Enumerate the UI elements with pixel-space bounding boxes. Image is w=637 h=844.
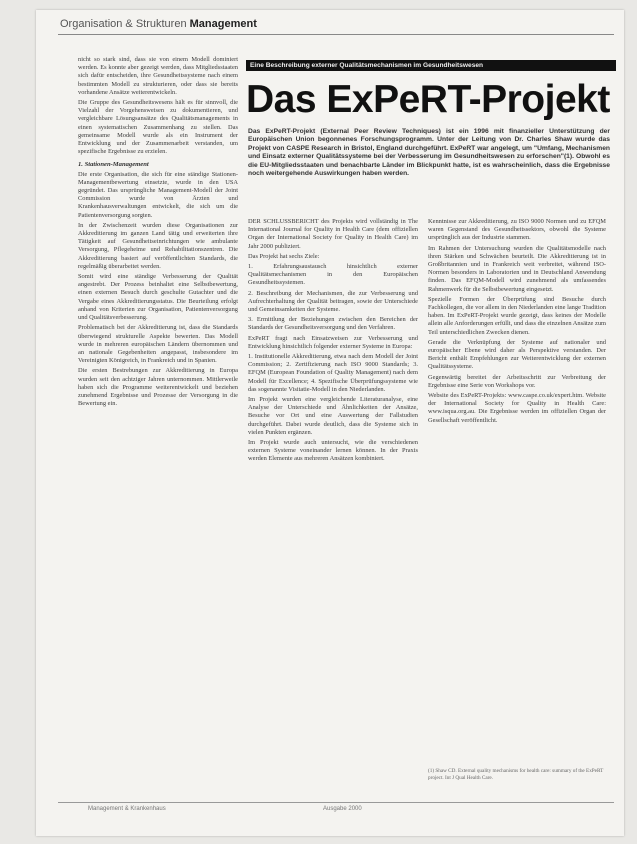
footer-publication: Management & Krankenhaus (88, 806, 166, 812)
header-section-bold: Management (189, 18, 257, 30)
text-column-right (428, 218, 606, 758)
footer-issue: Ausgabe 2000 (323, 806, 362, 812)
paragraph: Gegenwärtig bereitet der Arbeitsschritt zur Verbreitung der Ergebnisse eine Serie von Workshops vor. (428, 373, 606, 389)
paragraph: 1. Erfahrungsaustausch hinsichtlich externer Qualitätsmechanismen in den Europäischen Gesundheitssystemen. (248, 263, 418, 287)
paragraph: DER SCHLUSSBERICHT des Projekts wird vollständig in The International Journal for Quality in Health Care (dem offiziellen Organ der International Society for Quality in Health Care) im Jahr 2000 publiziert. (248, 218, 418, 250)
paragraph: Das Projekt hat sechs Ziele: (248, 252, 320, 260)
paragraph: Im Rahmen der Untersuchung wurden die Qualitätsmodelle nach ihren Stärken und Schwächen beurteilt. Die Akkreditierung ist in Großbritannien und in Frankreich weit verbreitet, während ISO-Normen besonders in Laboratorien und in Deutschland Anwendung finden. Das EFQM-Modell wird zunehmend als umfassendes Rahmenwerk für die Selbstbewertung eingesetzt. (428, 244, 606, 293)
paragraph: Die Gruppe des Gesundheitswesens hält es für sinnvoll, die Vielzahl der Vorgehensweisen zu dokumentieren, und vergleichbare Lösungsansätze des Qualitätsmanagements in einen systematischen Zusammenhang zu stellen. Das gemeinsame Modell wurde als ein Instrument der Entwicklung und der Zusammenarbeit verstanden, um spezifische Ergebnisse zu erzielen. (78, 99, 238, 156)
header-divider (58, 34, 614, 35)
paragraph: Die erste Organisation, die sich für eine ständige Stationen-Managementbewertung einsetzte, wurde in den USA gegründet. Das ursprüngliche Management-Modell der Joint Commission wurde von Ärzten und Krankenhausverwaltungen entwickelt, die sich um die Patientenversorgung sorgten. (78, 170, 238, 219)
paragraph: ExPeRT fragt nach Einsatzweisen zur Verbesserung und Entwicklung hinsichtlich folgender externer Systeme in Europa: (248, 334, 418, 350)
running-header (60, 18, 257, 30)
footnote: (1) Shaw CD. External quality mechanisms for health care: summary of the ExPeRT project. Int J Qual Health Care. (428, 768, 604, 781)
paragraph: Kenntnisse zur Akkreditierung, zu ISO 9000 Normen und zu EFQM waren Gegenstand des Gesundheitssektors, obwohl die Systeme ursprünglich aus der Industrie stammen. (428, 218, 606, 242)
paragraph: Gerade die Verknüpfung der Systeme auf nationaler und europäischer Ebene wird daher als Perspektive verstanden. Der Bericht enthält Empfehlungen zur Weiterentwicklung der externen Qualitätssysteme. (428, 338, 606, 371)
article-kicker: Eine Beschreibung externer Qualitätsmechanismen im Gesundheitswesen (246, 60, 616, 71)
paragraph: Im Projekt wurden eine vergleichende Literaturanalyse, eine Analyse der Unterschiede und Ähnlichkeiten der Ansätze, Besuche vor Ort und eine Auswertung der Fallstudien durchgeführt. Dabei wurde deutlich, dass die Systeme sich in vielen Punkten ergänzen. (248, 396, 418, 436)
paragraph: Spezielle Formen der Überprüfung sind Besuche durch Fachkollegen, die vor allem in den Niederlanden eine lange Tradition haben. Im ExPeRT-Projekt wurde gezeigt, dass keines der Modelle allein alle Anforderungen erfüllt, und dass die einzelnen Ansätze zum Teil unterschiedlichen Zwecken dienen. (428, 295, 606, 336)
subheading: 1. Stationen-Management (78, 161, 149, 169)
text-column-left (78, 56, 238, 786)
footer-divider (58, 802, 614, 803)
paragraph: Im Projekt wurde auch untersucht, wie die verschiedenen externen Systeme voneinander lernen können. In der Praxis werden Elemente aus mehreren Ansätzen kombiniert. (248, 439, 418, 463)
paragraph: Website des ExPeRT-Projekts: www.caspe.co.uk/expert.htm. Website der International Society for Quality in Health Care: www.isqua.org.au. Die Ergebnisse werden im offiziellen Organ der Gesellschaft veröffentlicht. (428, 392, 606, 424)
magazine-page (36, 10, 624, 836)
paragraph: Somit wird eine ständige Verbesserung der Qualität angestrebt. Der Prozess beinhaltet eine Selbstbewertung, einen externen Besuch durch geschulte Gutachter und die Vergabe eines Akkreditierungsstatus. Die Beurteilung erfolgt anhand von Kriterien zur Organisation, Patientenversorgung und Qualitätsverbesserung. (78, 273, 238, 322)
header-section: Organisation & Strukturen (60, 18, 187, 30)
paragraph: In der Zwischenzeit wurden diese Organisationen zur Akkreditierung im ganzen Land tätig und erweiterten ihre Tätigkeit auf Gesundheitseinrichtungen wie ambulante Versorgung, Pflegeheime und Rehabilitationszentren. Die Akkreditierung basiert auf veröffentlichten Standards, die regelmäßig überarbeitet werden. (78, 221, 238, 270)
paragraph: Problematisch bei der Akkreditierung ist, dass die Standards überwiegend strukturelle Aspekte bewerten. Das Modell wurde in mehreren europäischen Ländern übernommen und an nationale Gegebenheiten angepasst, insbesondere im Vereinigten Königreich, in Frankreich und in Spanien. (78, 324, 238, 365)
article-lead: Das ExPeRT-Projekt (External Peer Review Techniques) ist ein 1996 mit finanzieller Unterstützung der Europäischen Union begonnenes Forschungsprogramm. Unter der Leitung von Dr. Charles Shaw wurde das Projekt von CASPE Research in Bristol, England durchgeführt. ExPeRT war angelegt, um "Umfang, Mechanismen und Einsatz externer Qualitätssysteme bei der Verbesserung im Gesundheitswesen zu erforschen"(1). Obwohl es die EU-Mitgliedsstaaten und benachbarte Länder im Blickpunkt hatte, ist es wahrscheinlich, dass die Ergebnisse noch weitergehende Auswirkungen haben werden. (248, 128, 610, 178)
paragraph: 2. Beschreibung der Mechanismen, die zur Verbesserung und Aufrechterhaltung der Qualität beitragen, sowie der Unterschiede und Gemeinsamkeiten der Systeme. (248, 289, 418, 314)
article-title: Das ExPeRT-Projekt (246, 78, 610, 121)
paragraph: Die ersten Bestrebungen zur Akkreditierung in Europa wurden seit den achtziger Jahren unternommen. Mittlerweile haben sich die Programme weiterentwickelt und beziehen zunehmend Ergebnisse und Prozesse der Versorgung in die Bewertung ein. (78, 367, 238, 408)
paragraph: nicht so stark sind, dass sie von einem Modell dominiert werden. Es konnte aber gezeigt werden, dass Mitgliedsstaaten sich dafür entscheiden, ihre Gesundheitssysteme nach einem bestimmten Modell zu strukturieren, oder dass sie bereits vorhandene Ansätze weiterentwickeln. (78, 56, 238, 96)
paragraph: 1. Institutionelle Akkreditierung, etwa nach dem Modell der Joint Commission; 2. Zertifizierung nach ISO 9000 Standards; 3. EFQM (European Foundation of Quality Management) nach dem Modell für Excellence; 4. Spezifische Überprüfungssysteme wie das sogenannte Visitatie-Modell in den Niederlanden. (248, 353, 418, 393)
paragraph: 3. Ermittlung der Beziehungen zwischen den Bereichen der Standards der Gesundheitsversorgung und den Verfahren. (248, 316, 418, 332)
text-column-middle (248, 218, 418, 786)
